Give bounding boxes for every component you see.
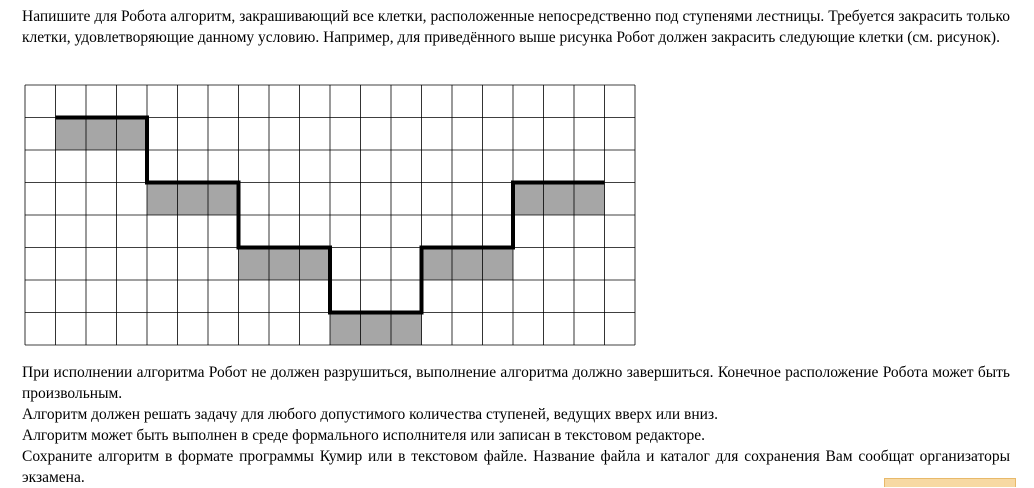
filled-cell: [544, 183, 575, 216]
robot-field-grid: [24, 84, 636, 346]
filled-cell: [147, 183, 178, 216]
task-paragraph-save-format: Сохраните алгоритм в формате программы Кумир или в текстовом файле. Название файла и каталог для сохранения Вам сообщат организаторы экзамена.: [22, 448, 1010, 486]
filled-cell: [452, 248, 483, 281]
task-paragraph-environment: Алгоритм может быть выполнен в среде формального исполнителя или записан в текстовом редакторе.: [22, 427, 705, 444]
filled-cell: [269, 248, 300, 281]
filled-cell: [391, 313, 422, 346]
robot-field: [24, 84, 636, 351]
filled-cell: [483, 248, 514, 281]
filled-cell: [117, 118, 148, 151]
filled-cell: [86, 118, 117, 151]
filled-cell: [56, 118, 87, 151]
filled-cell: [330, 313, 361, 346]
task-paragraph-any-steps: Алгоритм должен решать задачу для любого допустимого количества ступеней, ведущих вверх или вниз.: [22, 406, 718, 423]
task-paragraph-robot-safety: При исполнении алгоритма Робот не должен разрушиться, выполнение алгоритма должно завершиться. Конечное расположение Робота может быть произвольным.: [22, 364, 1010, 402]
filled-cell: [208, 183, 239, 216]
filled-cell: [513, 183, 544, 216]
filled-cell: [178, 183, 209, 216]
filled-cell: [239, 248, 270, 281]
filled-cell: [422, 248, 453, 281]
task-intro-text: Напишите для Робота алгоритм, закрашивающий все клетки, расположенные непосредственно под ступенями лестницы. Требуется закрасить только клетки, удовлетворяющие данному условию. Например, для приведённого выше рисунка Робот должен закрасить следующие клетки (см. рисунок).: [22, 8, 1010, 46]
filled-cell: [574, 183, 605, 216]
filled-cell: [361, 313, 392, 346]
filled-cell: [300, 248, 331, 281]
